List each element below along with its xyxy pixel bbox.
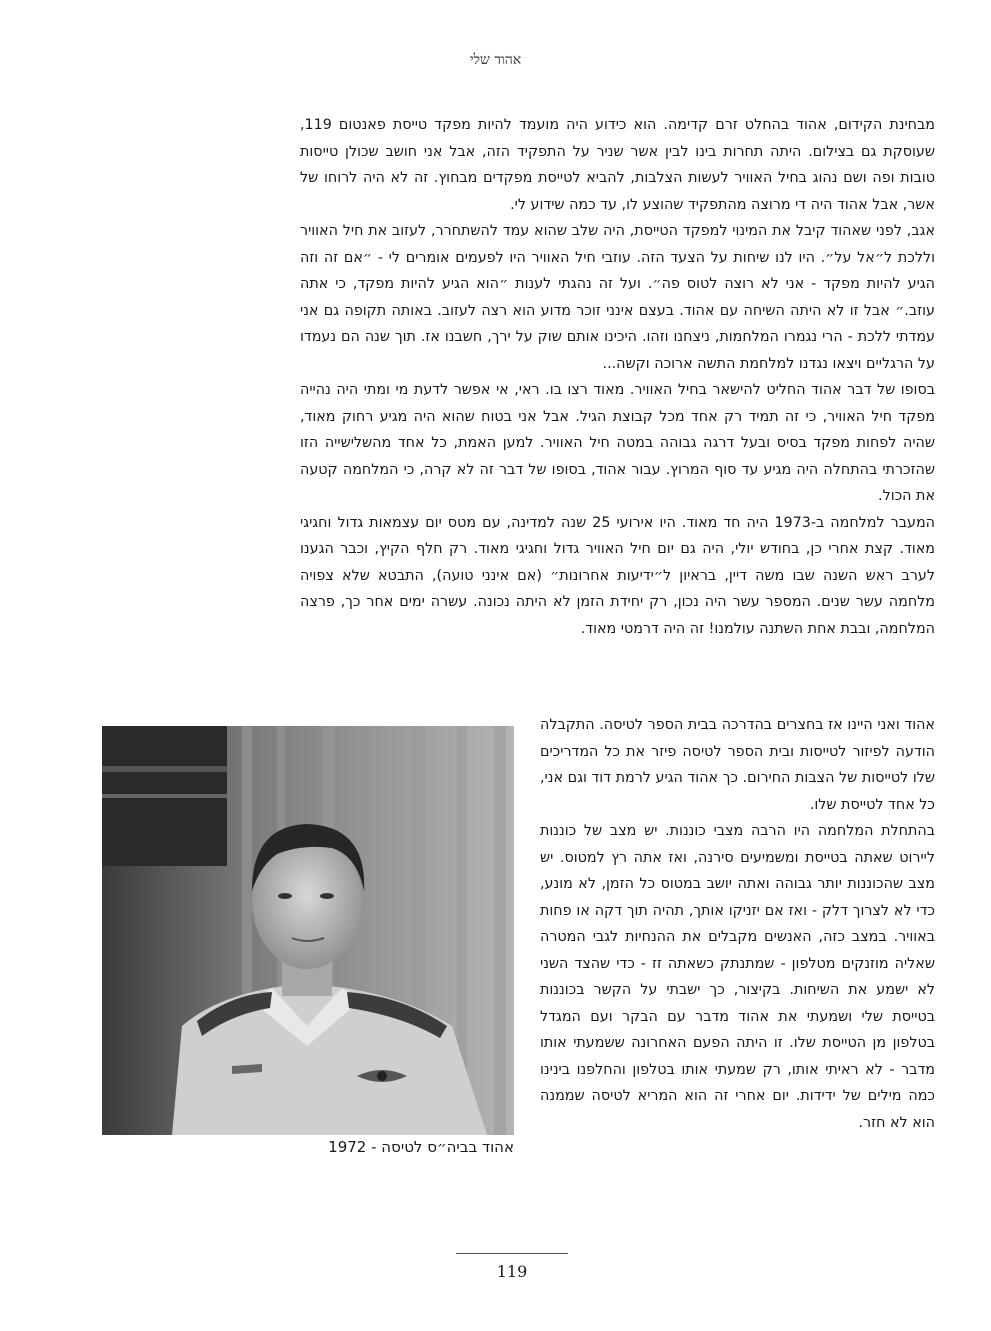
portrait-photo — [102, 726, 514, 1135]
paragraph: אהוד ואני היינו אז בחצרים בהדרכה בבית הספר לטיסה. התקבלה הודעה לפיזור לטייסות ובית הספר לטיסה פיזר את כל המדריכים שלו לטייסות של הצבות החירום. כך אהוד הגיע לרמת דוד וגם אני, כל אחד לטייסת שלו. — [540, 717, 935, 813]
main-text-block — [300, 112, 935, 642]
running-title: אהוד שלי — [469, 52, 522, 68]
paragraph: בהתחלת המלחמה היו הרבה מצבי כוננות. יש מצב של כוננות ליירוט שאתה בטייסת ומשמיעים סירנה, ואז אתה רץ למטוס. יש מצב שהכוננות יותר גבוהה ואתה יושב במטוס כל הזמן, לא מונע, כדי לא לצרוך דלק - ואז אם יזניקו אותך, תהיה תוך דקה או פחות באוויר. במצב כזה, האנשים מקבלים את ההנחיות לגבי המטרה שאליה מוזנקים מטלפון - שמתנתק כשאתה זז - כדי שהצד השני לא ישמע את השיחות. בקיצור, כך ישבתי על הקשר בכוננות בטייסת שלי ושמעתי את אהוד מדבר עם הבקר ועם המגדל בטלפון מן הטייסת שלו. זו היתה הפעם האחרונה ששמעתי אותו מדבר - לא ראיתי אותו, רק שמעתי אותו בטלפון והחלפנו בינינו כמה מילים של ידידות. יום אחרי זה הוא המריא לטיסה שממנה הוא לא חזר. — [540, 823, 935, 1131]
paragraph: המעבר למלחמה ב-1973 היה חד מאוד. היו אירועי 25 שנה למדינה, עם מטס יום עצמאות גדול וחגיגי מאוד. קצת אחרי כן, בחודש יולי, היה גם יום חיל האוויר גדול וחגיגי מאוד. רק חלף הקיץ, וכבר הגענו לערב ראש השנה שבו משה דיין, בראיון ל״ידיעות אחרונות״ (אם אינני טועה), התבטא שלא צפויה מלחמה עשר שנים. המספר עשר היה נכון, רק יחידת הזמן לא היתה נכונה. עשרה ימים אחר כך, פרצה המלחמה, ובבת אחת השתנה עולמנו! זה היה דרמטי מאוד. — [300, 514, 936, 637]
paragraph: אגב, לפני שאהוד קיבל את המינוי למפקד הטייסת, היה שלב שהוא עמד להשתחרר, לעזוב את חיל האוויר וללכת ל״אל על״. היו לנו שיחות על הצעד הזה. עוזבי חיל האוויר היו לפעמים אומרים לי - ״אם זה וזה הגיע להיות מפקד - אני לא רוצה לטוס פה״. ועל זה נהגתי לענות ״הוא הגיע להיות מפקד, כי אתה עוזב.״ אבל זו לא היתה השיחה עם אהוד. בעצם אינני זוכר מדוע הוא רצה לעזוב. באותה תקופה גם אני עמדתי ללכת - הרי נגמרו המלחמות, ניצחנו וזהו. היכינו אותם שוק על ירך, חשבנו אז. תוך שנה הם נעמדו על הרגליים ויצאו נגדנו למלחמת התשה ארוכה וקשה... — [300, 223, 935, 372]
portrait-illustration — [102, 726, 514, 1135]
footer-divider — [456, 1253, 568, 1254]
side-text-block — [540, 712, 935, 1136]
photo-caption: אהוד בביה״ס לטיסה - 1972 — [328, 1138, 514, 1156]
paragraph: בסופו של דבר אהוד החליט להישאר בחיל האוויר. מאוד רצו בו. ראי, אי אפשר לדעת מי ומתי היה נהייה מפקד חיל האוויר, כי זה תמיד רק אחד מכל קבוצת הגיל. אבל אני בטוח שהוא היה מגיע רחוק מאוד, שהיה לפחות מפקד בסיס ובעל דרגה גבוהה במטה חיל האוויר. למען האמת, כל אחד מהשלישייה הזו שהזכרתי בהתחלה היה מגיע עד סוף המרוץ. עבור אהוד, בסופו של דבר זה לא קרה, כי המלחמה קטעה את הכול. — [300, 382, 935, 504]
page-number: 119 — [496, 1262, 528, 1281]
paragraph: מבחינת הקידום, אהוד בהחלט זרם קדימה. הוא כידוע היה מועמד להיות מפקד טייסת פאנטום 119, שעוסקת גם בצילום. היתה תחרות בינו לבין אשר שניר על התפקיד הזה, אבל אני חושב שכולן טייסות טובות ופה ושם נהוג בחיל האוויר לעשות הצלבות, להביא לטייסת מפקדים מבחוץ. זה לא היה לרוחו של אשר, אבל אהוד היה די מרוצה מהתפקיד שהוצע לו, עד כמה שידוע לי. — [300, 117, 935, 213]
